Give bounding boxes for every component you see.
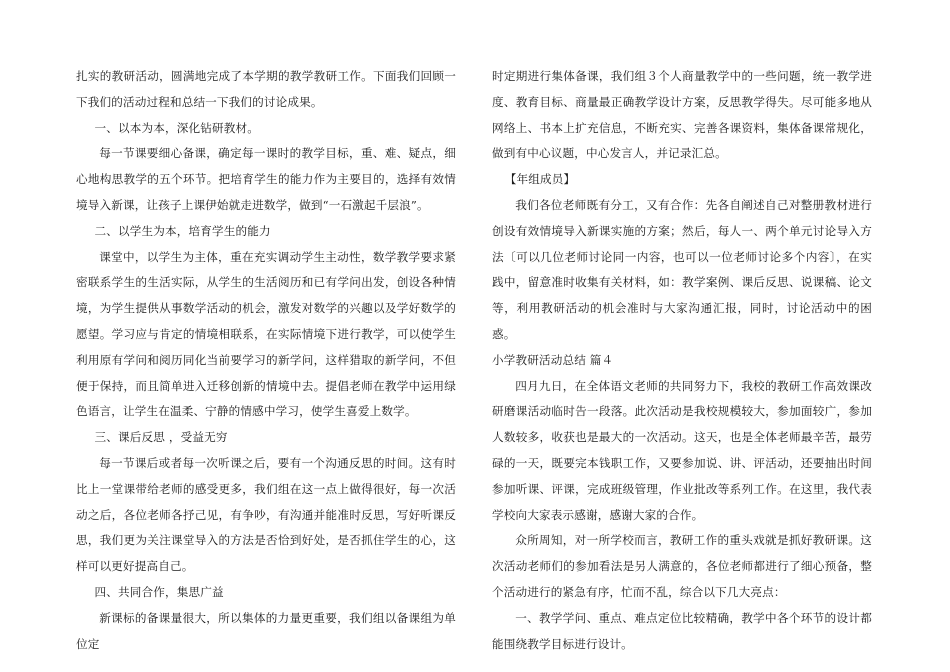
right-paragraph-6: 一、教学学问、重点、难点定位比较精确，教学中各个环节的设计都能围绕教学目标进行设计。	[492, 610, 872, 651]
right-paragraph-3: 小学教研活动总结 篇４	[492, 352, 614, 367]
left-paragraph-1: 一、以本为本，深化钻研教材。	[94, 120, 259, 135]
left-paragraph-0: 扎实的教研活动，圆满地完成了本学期的教学教研工作。下面我们回顾一下我们的活动过程和总结一下我们的讨论成果。	[76, 69, 456, 109]
left-paragraph-6: 每一节课后或者每一次听课之后，要有一个沟通反思的时间。这有时比上一堂课带给老师的感受更多，我们组在这一点上做得很好，每一次活动之后，各位老师各抒己见，有争吵，有沟通并能准时反思，写好听课反思，我们更为关注课堂导入的方法是否恰到好处，是否抓住学生的心，这样可以更好提高自己。	[76, 455, 456, 574]
right-paragraph-1: 【年组成员】	[504, 172, 576, 187]
right-column	[492, 64, 872, 657]
left-paragraph-3: 二、以学生为本，培育学生的能力	[94, 223, 271, 238]
left-paragraph-5: 三、课后反思 ，受益无穷	[94, 430, 228, 445]
right-paragraph-5: 众所周知，对一所学校而言，教研工作的重头戏就是抓好教研课。这次活动老师们的参加看法是另人满意的，各位老师都进行了细心预备，整个活动进行的紧急有序，忙而不乱，综合以下几大亮点：	[492, 533, 872, 599]
left-paragraph-7: 四、共同合作，集思广益	[94, 584, 224, 599]
left-paragraph-2: 每一节课要细心备课，确定每一课时的教学目标，重、难、疑点，细心地构思教学的五个环节。把培育学生的能力作为主要目的，选择有效情境导入新课，让孩子上课伊始就走进数学，做到“一石激起千层浪”。	[76, 146, 456, 212]
right-paragraph-0: 时定期进行集体备课，我们组３个人商量教学中的一些问题，统一教学进度、教育目标、商量最正确教学设计方案，反思教学得失。尽可能多地从网络上、书本上扩充信息，不断充实、完善各课资料，集体备课常规化，做到有中心议题，中心发言人，并记录汇总。	[492, 69, 872, 161]
right-paragraph-2: 我们各位老师既有分工，又有合作：先各自阐述自己对整册教材进行创设有效情境导入新课实施的方案；然后，每人一、两个单元讨论导入方法〔可以几位老师讨论同一内容，也可以一位老师讨论多个内容〕，在实践中，留意准时收集有关材料，如：教学案例、课后反思、说课稿、论文等，利用教研活动的机会准时与大家沟通汇报，同时，讨论活动中的困惑。	[492, 197, 872, 341]
left-paragraph-4: 课堂中，以学生为主体，重在充实调动学生主动性，数学教学要求紧密联系学生的生活实际，从学生的生活阅历和已有学问出发，创设各种情境，为学生提供从事数学活动的机会，激发对数学的兴趣以及学好数学的愿望。学习应与肯定的情境相联系，在实际情境下进行教学，可以使学生利用原有学问和阅历同化当前要学习的新学问，这样猎取的新学问，不但便于保持，而且简单进入迁移创新的情境中去。提倡老师在教学中运用绿色语言，让学生在温柔、宁静的情感中学习，使学生喜爱上数学。	[76, 249, 456, 419]
right-paragraph-4: 四月九日，在全体语文老师的共同努力下，我校的教研工作高效课改研磨课活动临时告一段落。此次活动是我校规模较大，参加面较广，参加人数较多，收获也是最大的一次活动。这天，也是全体老师最辛苦，最劳碌的一天，既要完本钱职工作，又要参加说、讲、评活动，还要抽出时间参加听课、评课，完成班级管理，作业批改等系列工作。在这里，我代表学校向大家表示感谢，感谢大家的合作。	[492, 378, 872, 522]
left-column	[76, 64, 456, 657]
left-paragraph-8: 新课标的备课量很大，所以集体的力量更重要，我们组以备课组为单位定	[76, 610, 456, 651]
